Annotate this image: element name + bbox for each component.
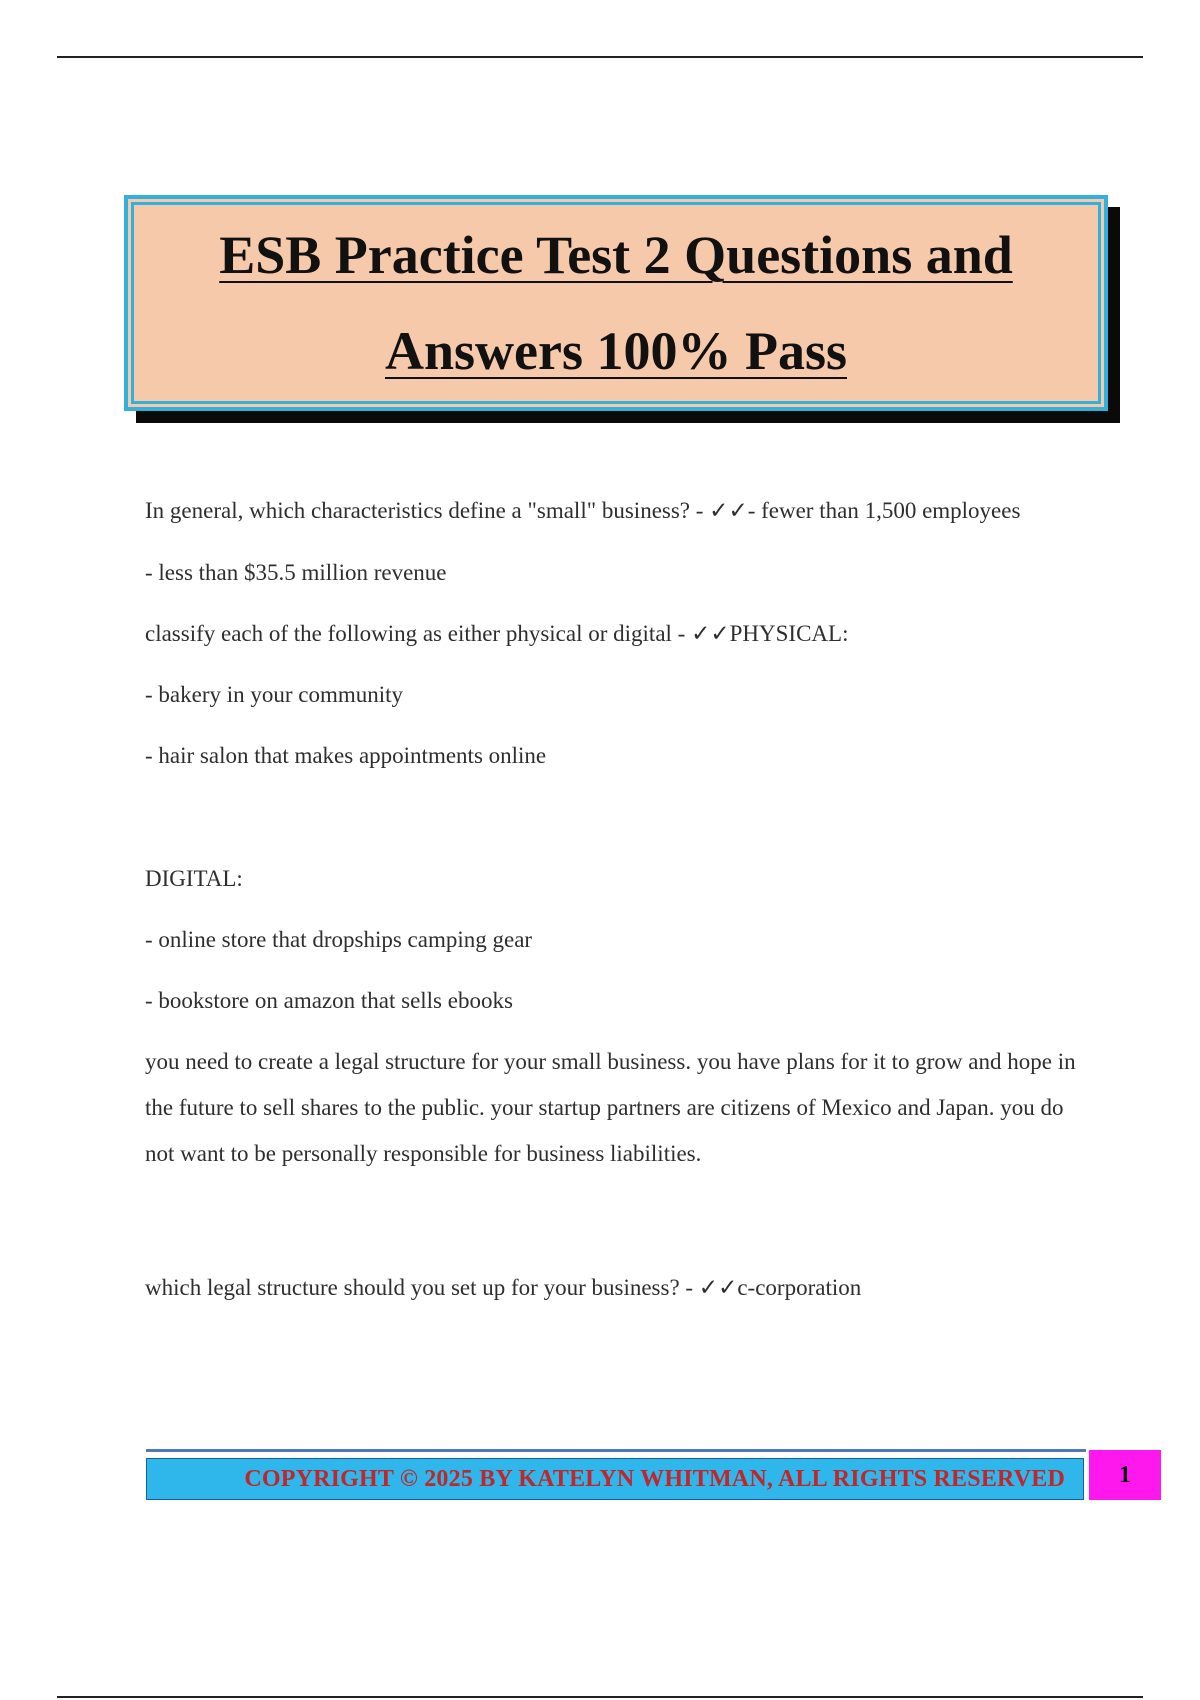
bottom-rule: [57, 1696, 1143, 1698]
title-line-1: ESB Practice Test 2 Questions and: [219, 225, 1013, 285]
question-3-scenario: you need to create a legal structure for your small business. you have plans for it to grow and hope in the future to sell shares to the public. your startup partners are citizens of Mexico and Japan. you do not want to be personally responsible for business liabilities.: [145, 1049, 1076, 1166]
spacer: [145, 1193, 1095, 1265]
title-block: [124, 195, 1108, 411]
title-line-2: Answers 100% Pass: [384, 321, 847, 381]
answer-2-item-bookstore: - bookstore on amazon that sells ebooks: [145, 988, 513, 1013]
document-title: [176, 207, 1056, 399]
page-number: 1: [1089, 1450, 1161, 1500]
answer-1-item: - less than $35.5 million revenue: [145, 560, 447, 585]
question-1: In general, which characteristics define a "small" business? - ✓✓- fewer than 1,500 employees: [145, 498, 1021, 523]
answer-2-item-salon: - hair salon that makes appointments online: [145, 743, 547, 768]
footer-bar: [146, 1458, 1084, 1500]
copyright-text: COPYRIGHT © 2025 BY KATELYN WHITMAN, ALL RIGHTS RESERVED: [244, 1465, 1065, 1492]
answer-2-item-bakery: - bakery in your community: [145, 682, 404, 707]
footer-rule: [146, 1449, 1086, 1452]
spacer: [145, 794, 1095, 856]
top-rule: [57, 56, 1143, 58]
question-2: classify each of the following as either physical or digital - ✓✓PHYSICAL:: [145, 621, 849, 646]
question-3: which legal structure should you set up for your business? - ✓✓c-corporation: [145, 1275, 862, 1300]
answer-2-digital-heading: DIGITAL:: [145, 866, 243, 891]
answer-2-item-store: - online store that dropships camping gear: [145, 927, 533, 952]
title-box: [124, 195, 1108, 411]
document-body: [145, 488, 1095, 1326]
